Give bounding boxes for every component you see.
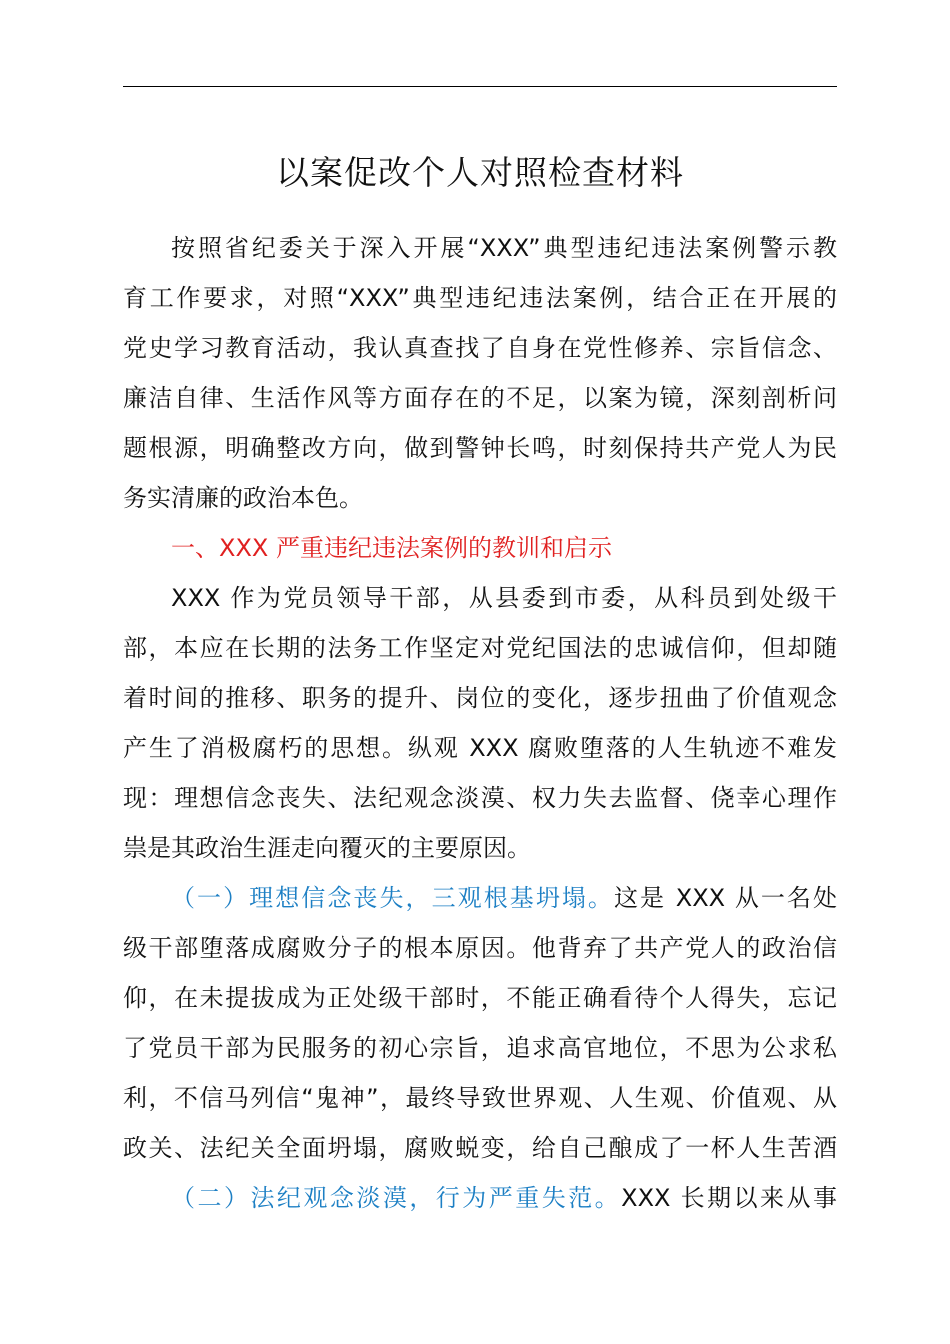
paragraph-line: 党史学习教育活动，我认真查找了自身在党性修养、宗旨信念、 — [123, 334, 837, 362]
paragraph-line: 按照省纪委关于深入开展“XXX”典型违纪违法案例警示教 — [171, 234, 837, 262]
paragraph-line: 产生了消极腐朽的思想。纵观 XXX 腐败堕落的人生轨迹不难发 — [123, 734, 837, 762]
paragraph-line: 着时间的推移、职务的提升、岗位的变化，逐步扭曲了价值观念 — [123, 684, 837, 712]
paragraph-line: 育工作要求，对照“XXX”典型违纪违法案例，结合正在开展的 — [123, 284, 837, 312]
header-rule — [123, 86, 837, 87]
paragraph-line: 了党员干部为民服务的初心宗旨，追求高官地位，不思为公求私 — [123, 1034, 837, 1062]
subsection-heading: （一）理想信念丧失，三观根基坍塌。 — [171, 884, 614, 912]
paragraph-line: 祟是其政治生涯走向覆灭的主要原因。 — [123, 834, 531, 862]
paragraph-line: 题根源，明确整改方向，做到警钟长鸣，时刻保持共产党人为民 — [123, 434, 837, 462]
paragraph-line: 仰，在未提拔成为正处级干部时，不能正确看待个人得失，忘记 — [123, 984, 837, 1012]
paragraph-line: 务实清廉的政治本色。 — [123, 484, 363, 512]
subsection-first-line — [123, 873, 837, 923]
subsection-text: 这是 XXX 从一名处 — [614, 884, 837, 912]
subsection-first-line — [123, 1173, 837, 1223]
paragraph-line: XXX 作为党员领导干部，从县委到市委，从科员到处级干 — [171, 584, 837, 612]
paragraph-line: 部，本应在长期的法务工作坚定对党纪国法的忠诚信仰，但却随 — [123, 634, 837, 662]
document-body — [123, 223, 837, 1223]
subsection-heading: （二）法纪观念淡漠，行为严重失范。 — [171, 1184, 622, 1212]
section-heading: 一、XXX 严重违纪违法案例的教训和启示 — [171, 534, 612, 562]
paragraph-line: 政关、法纪关全面坍塌，腐败蜕变，给自己酿成了一杯人生苦酒 — [123, 1134, 837, 1162]
subsection-text: XXX 长期以来从事 — [621, 1184, 838, 1212]
paragraph-line: 级干部堕落成腐败分子的根本原因。他背弃了共产党人的政治信 — [123, 934, 837, 962]
document-title: 以案促改个人对照检查材料 — [276, 153, 684, 192]
paragraph-line: 利，不信马列信“鬼神”，最终导致世界观、人生观、价值观、从 — [123, 1084, 837, 1112]
paragraph-line: 廉洁自律、生活作风等方面存在的不足，以案为镜，深刻剖析问 — [123, 384, 837, 412]
paragraph-line: 现：理想信念丧失、法纪观念淡漠、权力失去监督、侥幸心理作 — [123, 784, 837, 812]
